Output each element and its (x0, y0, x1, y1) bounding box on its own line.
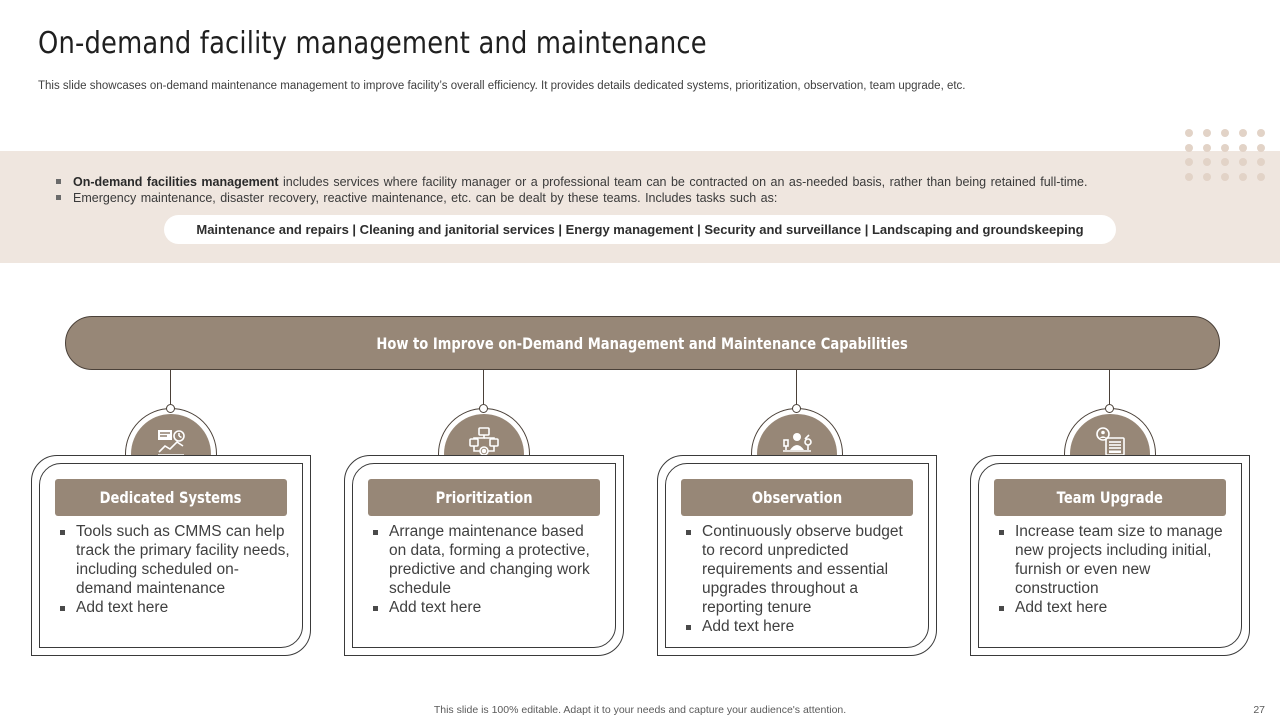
intro-bullets (56, 174, 1087, 206)
list-item: Arrange maintenance based on data, forming a protective, predictive and changing work schedule (372, 522, 604, 598)
decorative-dot (1257, 173, 1265, 181)
banner-text: How to Improve on-Demand Management and Maintenance Capabilities (376, 333, 909, 353)
decorative-dot (1185, 158, 1193, 166)
intro-bullet (56, 190, 1087, 206)
intro-bullet (56, 174, 1087, 190)
card-bullets (998, 522, 1230, 617)
decorative-dot (1239, 158, 1247, 166)
tasks-pill: Maintenance and repairs | Cleaning and janitorial services | Energy management | Security and surveillance | Landscaping and groundskeeping (164, 215, 1116, 244)
decorative-dot (1221, 129, 1229, 137)
bullet-square-icon (56, 195, 61, 200)
capability-column-prioritization (344, 370, 624, 660)
footer-note: This slide is 100% editable. Adapt it to your needs and capture your audience's attention. (433, 704, 847, 716)
decorative-dot (1185, 173, 1193, 181)
intro-bullet-text: Emergency maintenance, disaster recovery, reactive maintenance, etc. can be dealt by these teams. Includes tasks such as: (73, 191, 778, 205)
observation-icon (781, 426, 813, 458)
card-title-text: Observation (751, 488, 843, 507)
list-item: Tools such as CMMS can help track the primary facility needs, including scheduled on-demand maintenance (59, 522, 291, 598)
connector-line (170, 370, 171, 404)
card-bullets (685, 522, 917, 636)
page-number: 27 (1253, 704, 1265, 716)
connector-node (792, 404, 801, 413)
list-item: Add text here (998, 598, 1230, 617)
card-title (681, 479, 913, 516)
dashboard-icon (155, 426, 187, 458)
card-title (994, 479, 1226, 516)
decorative-dot-grid (1184, 128, 1264, 184)
capability-column-observation (657, 370, 937, 660)
decorative-dot (1239, 129, 1247, 137)
card-bullets (372, 522, 604, 617)
decorative-dot (1257, 144, 1265, 152)
list-item: Continuously observe budget to record unpredicted requirements and essential upgrades throughout a reporting tenure (685, 522, 917, 617)
list-item: Add text here (59, 598, 291, 617)
decorative-dot (1185, 129, 1193, 137)
intro-bullet-text: includes services where facility manager or a professional team can be contracted on an as-needed basis, rather than being retained full-time. (278, 175, 1088, 189)
capability-column-dedicated-systems (31, 370, 311, 660)
list-item: Add text here (372, 598, 604, 617)
connector-node (479, 404, 488, 413)
decorative-dot (1239, 144, 1247, 152)
decorative-dot (1221, 173, 1229, 181)
decorative-dot (1203, 129, 1211, 137)
decorative-dot (1239, 173, 1247, 181)
card-title-text: Team Upgrade (1056, 488, 1164, 507)
card-title-text: Dedicated Systems (100, 488, 242, 507)
workflow-icon (468, 426, 500, 458)
team-upgrade-icon (1094, 426, 1126, 458)
list-item: Increase team size to manage new projects including initial, furnish or even new construction (998, 522, 1230, 598)
list-item: Add text here (685, 617, 917, 636)
decorative-dot (1221, 144, 1229, 152)
connector-node (166, 404, 175, 413)
connector-node (1105, 404, 1114, 413)
card-title (55, 479, 287, 516)
capabilities-banner (65, 316, 1220, 370)
card-bullets (59, 522, 291, 617)
capability-column-team-upgrade (970, 370, 1250, 660)
slide-subtitle: This slide showcases on-demand maintenance management to improve facility’s overall efficiency. It provides details dedicated systems, prioritization, observation, team upgrade, etc. (38, 80, 966, 92)
slide-title: On-demand facility management and maintenance (38, 26, 707, 61)
decorative-dot (1257, 129, 1265, 137)
decorative-dot (1203, 144, 1211, 152)
intro-bullet-bold: On-demand facilities management (73, 175, 279, 189)
bullet-square-icon (56, 179, 61, 184)
card-title (368, 479, 600, 516)
decorative-dot (1185, 144, 1193, 152)
card-title-text: Prioritization (435, 488, 533, 507)
decorative-dot (1203, 173, 1211, 181)
connector-line (483, 370, 484, 404)
decorative-dot (1257, 158, 1265, 166)
decorative-dot (1221, 158, 1229, 166)
connector-line (1109, 370, 1110, 404)
intro-band (0, 151, 1280, 263)
connector-line (796, 370, 797, 404)
decorative-dot (1203, 158, 1211, 166)
